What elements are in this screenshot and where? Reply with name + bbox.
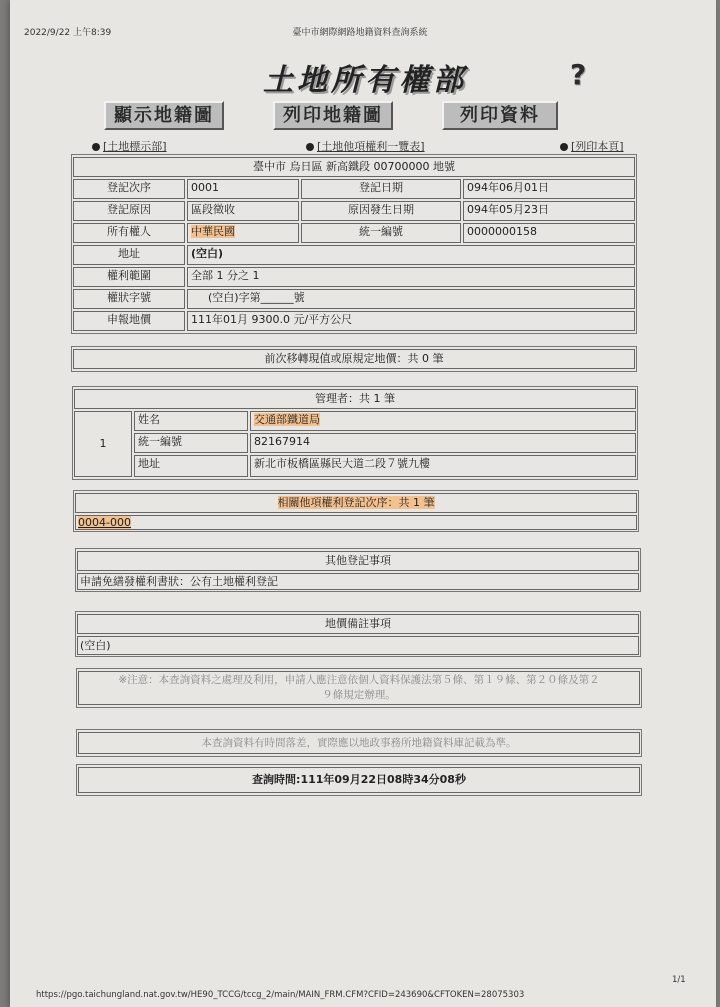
show-map-button[interactable]: 顯示地籍圖 <box>104 101 224 130</box>
page-url: https://pgo.taichungland.nat.gov.tw/HE90_TCCG/tccg_2/main/MAIN_FRM.CFM?CFID=243690&CFTOKEN=28075303 <box>36 990 525 1000</box>
other-reg-title: 其他登記事項 <box>77 551 639 571</box>
nav-print-page-link[interactable]: [列印本頁] <box>560 138 624 154</box>
bullet-icon <box>306 143 314 151</box>
owner-value <box>187 223 299 243</box>
manager-name-cell <box>250 411 636 431</box>
time-lag-notice: 本查詢資料有時間落差，實際應以地政事務所地籍資料庫記載為準。 <box>78 732 640 754</box>
other-rights-value-cell <box>75 515 637 530</box>
bullet-icon <box>560 143 568 151</box>
other-rights-title-cell <box>75 493 637 513</box>
manager-uid-value: 82167914 <box>250 433 636 453</box>
page-number: 1/1 <box>672 975 686 985</box>
reg-seq-value: 0001 <box>187 179 299 199</box>
owner-label: 所有權人 <box>73 223 185 243</box>
other-rights-link[interactable]: 0004-000 <box>78 516 131 529</box>
cause-date-value: 094年05月23日 <box>463 201 635 221</box>
owner-name: 中華民國 <box>191 225 235 238</box>
manager-index: 1 <box>74 411 132 477</box>
reg-date-label: 登記日期 <box>301 179 461 199</box>
reg-seq-label: 登記次序 <box>73 179 185 199</box>
cert-label: 權狀字號 <box>73 289 185 309</box>
print-datetime: 2022/9/22 上午8:39 <box>24 28 112 38</box>
cert-value: (空白)字第______號 <box>187 289 635 309</box>
record-title: 臺中市 烏日區 新高鐵段 00700000 地號 <box>73 157 635 177</box>
manager-addr-label: 地址 <box>134 455 248 477</box>
query-time: 查詢時間:111年09月22日08時34分08秒 <box>78 767 640 793</box>
price-note-title: 地價備註事項 <box>77 614 639 634</box>
help-icon[interactable]: ? <box>570 58 587 91</box>
manager-name-label: 姓名 <box>134 411 248 431</box>
manager-name: 交通部鐵道局 <box>254 413 320 426</box>
reg-reason-value: 區段徵收 <box>187 201 299 221</box>
price-label: 申報地價 <box>73 311 185 331</box>
privacy-notice-line2: ９條規定辦理。 <box>322 689 396 701</box>
privacy-notice <box>78 671 640 705</box>
print-page-title: 臺中市網際網路地籍資料查詢系統 <box>292 28 428 38</box>
owner-uid-value: 0000000158 <box>463 223 635 243</box>
scope-value: 全部 1 分之 1 <box>187 267 635 287</box>
address-value: (空白) <box>187 245 635 265</box>
price-value: 111年01月 9300.0 元/平方公尺 <box>187 311 635 331</box>
price-note-value: (空白) <box>77 636 639 655</box>
bullet-icon <box>92 143 100 151</box>
page-title: 土地所有權部 <box>263 63 467 98</box>
nav-rights-list-link[interactable]: [土地他項權利一覽表] <box>306 138 425 154</box>
manager-uid-label: 統一編號 <box>134 433 248 453</box>
scope-label: 權利範圍 <box>73 267 185 287</box>
other-rights-title: 相關他項權利登記次序：共 1 筆 <box>277 496 435 509</box>
prev-transfer-text: 前次移轉現值或原規定地價：共 0 筆 <box>73 349 635 369</box>
print-map-button[interactable]: 列印地籍圖 <box>273 101 393 130</box>
nav-land-label-link[interactable]: [土地標示部] <box>92 138 167 154</box>
reg-reason-label: 登記原因 <box>73 201 185 221</box>
privacy-notice-line1: ※注意：本查詢資料之處理及利用，申請人應注意依個人資料保護法第５條、第１９條、第２０條及第２ <box>118 674 600 686</box>
owner-uid-label: 統一編號 <box>301 223 461 243</box>
other-reg-value: 申請免繕發權利書狀：公有土地權利登記 <box>77 573 639 590</box>
manager-addr-value: 新北市板橋區縣民大道二段７號九樓 <box>250 455 636 477</box>
cause-date-label: 原因發生日期 <box>301 201 461 221</box>
manager-title: 管理者：共 1 筆 <box>74 389 636 409</box>
print-data-button[interactable]: 列印資料 <box>442 101 558 130</box>
reg-date-value: 094年06月01日 <box>463 179 635 199</box>
address-label: 地址 <box>73 245 185 265</box>
